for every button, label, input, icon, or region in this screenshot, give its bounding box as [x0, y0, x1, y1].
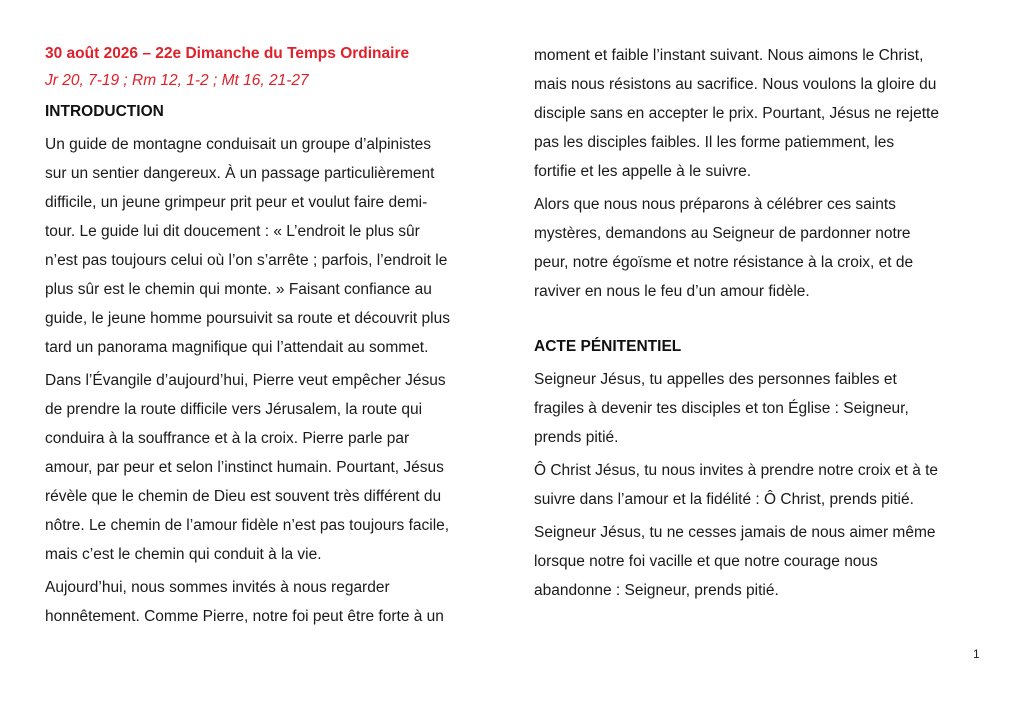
text-line: tard un panorama magnifique qui l’attendait au sommet. — [45, 339, 429, 356]
text-line: sur un sentier dangereux. À un passage particulièrement — [45, 165, 435, 182]
text-line: Alors que nous nous préparons à célébrer ces saints — [534, 196, 896, 213]
text-line: Dans l’Évangile d’aujourd’hui, Pierre veut empêcher Jésus — [45, 372, 446, 389]
text-line: Seigneur Jésus, tu appelles des personnes faibles et — [534, 371, 897, 388]
text-line: mais c’est le chemin qui conduit à la vie. — [45, 546, 322, 563]
section-spacer — [534, 310, 984, 335]
text-line: prends pitié. — [534, 429, 619, 446]
text-line: amour, par peur et selon l’instinct humain. Pourtant, Jésus — [45, 459, 444, 476]
penitential-heading: ACTE PÉNITENTIEL — [534, 338, 682, 355]
text-line: n’est pas toujours celui où l’on s’arrête ; parfois, l’endroit le — [45, 252, 448, 269]
text-line: guide, le jeune homme poursuivit sa route et découvrit plus — [45, 310, 450, 327]
right-column — [534, 41, 984, 609]
text-line: disciple sans en accepter le prix. Pourtant, Jésus ne rejette — [534, 105, 939, 122]
text-line: tour. Le guide lui dit doucement : « L’endroit le plus sûr — [45, 223, 420, 240]
text-line: conduira à la souffrance et à la croix. Pierre parle par — [45, 430, 410, 447]
text-line: mais nous résistons au sacrifice. Nous voulons la gloire du — [534, 76, 937, 93]
text-line: moment et faible l’instant suivant. Nous aimons le Christ, — [534, 47, 924, 64]
penitential-invocation-3 — [534, 518, 984, 605]
intro-paragraph-3-continued — [534, 41, 984, 186]
intro-paragraph-3-start — [45, 573, 495, 631]
text-line: Aujourd’hui, nous sommes invités à nous regarder — [45, 579, 390, 596]
text-line: révèle que le chemin de Dieu est souvent très différent du — [45, 488, 442, 505]
text-line: fragiles à devenir tes disciples et ton Église : Seigneur, — [534, 400, 909, 417]
text-line: lorsque notre foi vacille et que notre courage nous — [534, 553, 878, 570]
intro-paragraph-1 — [45, 130, 495, 362]
readings-references: Jr 20, 7-19 ; Rm 12, 1-2 ; Mt 16, 21-27 — [45, 72, 309, 89]
text-line: raviver en nous le feu d’un amour fidèle. — [534, 283, 810, 300]
date-title: 30 août 2026 – 22e Dimanche du Temps Ordinaire — [45, 45, 410, 62]
text-line: suivre dans l’amour et la fidélité : Ô Christ, prends pitié. — [534, 491, 914, 508]
text-line: abandonne : Seigneur, prends pitié. — [534, 582, 779, 599]
intro-paragraph-4 — [534, 190, 984, 306]
text-line: Un guide de montagne conduisait un groupe d’alpinistes — [45, 136, 432, 153]
left-column — [45, 40, 495, 635]
text-line: plus sûr est le chemin qui monte. » Faisant confiance au — [45, 281, 432, 298]
text-line: mystères, demandons au Seigneur de pardonner notre — [534, 225, 911, 242]
text-line: honnêtement. Comme Pierre, notre foi peut être forte à un — [45, 608, 444, 625]
text-line: de prendre la route difficile vers Jérusalem, la route qui — [45, 401, 423, 418]
penitential-invocation-1 — [534, 365, 984, 452]
text-line: fortifie et les appelle à le suivre. — [534, 163, 752, 180]
intro-paragraph-2 — [45, 366, 495, 569]
text-line: difficile, un jeune grimpeur prit peur et voulut faire demi- — [45, 194, 428, 211]
text-line: pas les disciples faibles. Il les forme patiemment, les — [534, 134, 895, 151]
text-line: Ô Christ Jésus, tu nous invites à prendre notre croix et à te — [534, 462, 939, 479]
penitential-invocation-2 — [534, 456, 984, 514]
text-line: Seigneur Jésus, tu ne cesses jamais de nous aimer même — [534, 524, 936, 541]
text-line: peur, notre égoïsme et notre résistance à la croix, et de — [534, 254, 914, 271]
text-line: nôtre. Le chemin de l’amour fidèle n’est pas toujours facile, — [45, 517, 450, 534]
introduction-heading: INTRODUCTION — [45, 103, 164, 120]
page-number: 1 — [973, 647, 980, 661]
